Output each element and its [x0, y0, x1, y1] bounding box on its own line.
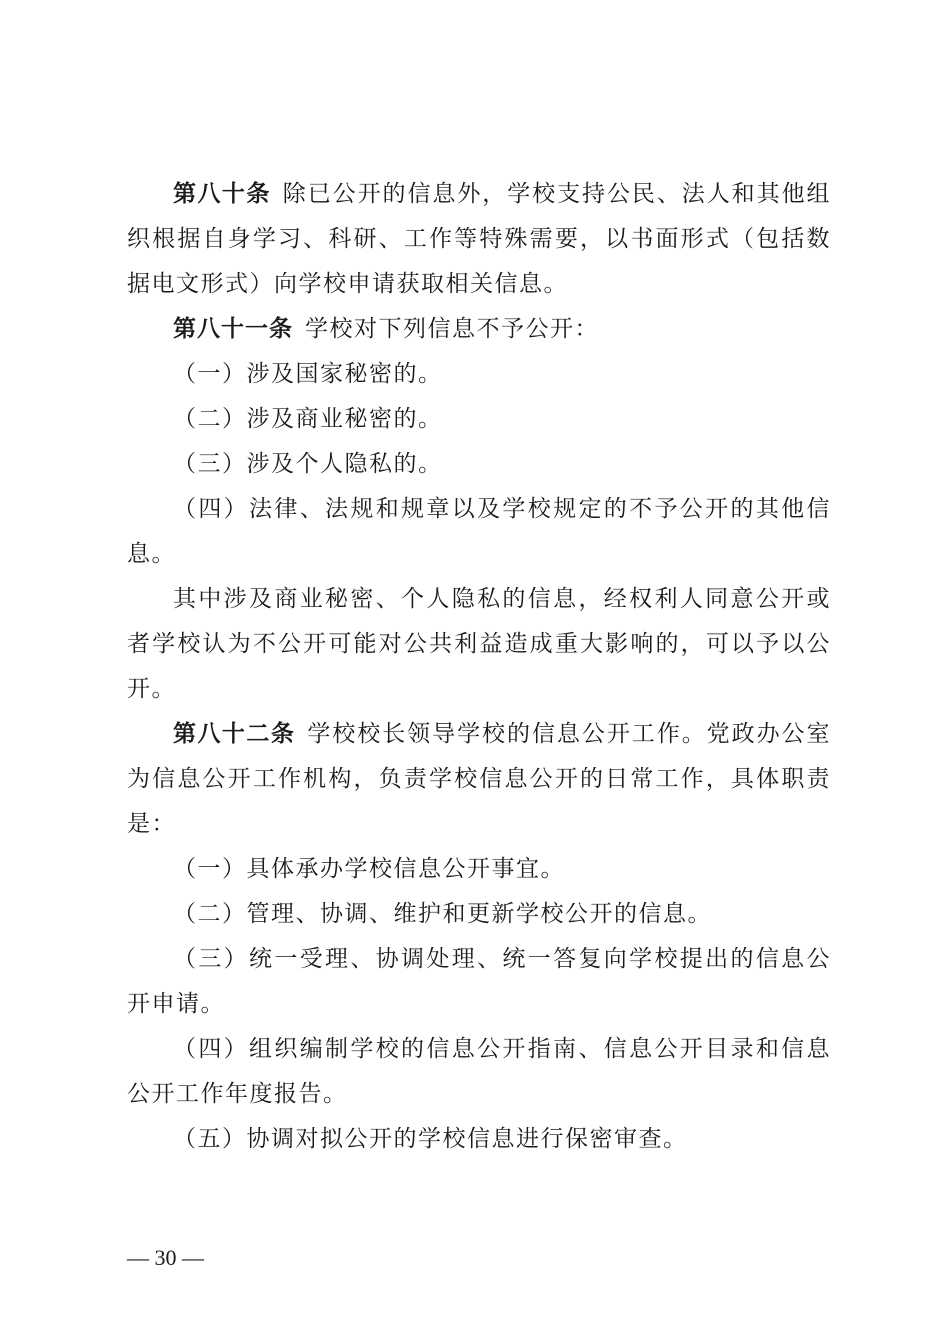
article-81-text: 学校对下列信息不予公开： [305, 316, 599, 342]
page-number: — 30 — [127, 1245, 204, 1270]
article-82-item: （五）协调对拟公开的学校信息进行保密审查。 [173, 1126, 688, 1152]
article-81-heading: 第八十一条 [173, 316, 293, 342]
article-81-item: （二）涉及商业秘密的。 [173, 406, 443, 432]
article-81-item: （一）涉及国家秘密的。 [173, 361, 443, 387]
article-81-item: （三）涉及个人隐私的。 [173, 451, 443, 477]
article-81-item: （四）法律、法规和规章以及学校规定的不予公开的其他信息。 [127, 496, 831, 567]
article-82-item: （一）具体承办学校信息公开事宜。 [173, 856, 565, 882]
article-81 [127, 307, 831, 352]
article-82 [127, 712, 831, 847]
article-82-item: （三）统一受理、协调处理、统一答复向学校提出的信息公开申请。 [127, 946, 831, 1017]
article-82-text: 学校校长领导学校的信息公开工作。党政办公室为信息公开工作机构，负责学校信息公开的日常工作，具体职责是： [127, 721, 832, 837]
document-body [127, 172, 831, 1162]
article-82-heading: 第八十二条 [173, 721, 296, 747]
article-80-text: 除已公开的信息外，学校支持公民、法人和其他组织根据自身学习、科研、工作等特殊需要，以书面形式（包括数据电文形式）向学校申请获取相关信息。 [127, 181, 832, 297]
article-80 [127, 172, 831, 307]
article-82-item: （二）管理、协调、维护和更新学校公开的信息。 [173, 901, 712, 927]
article-82-item: （四）组织编制学校的信息公开指南、信息公开目录和信息公开工作年度报告。 [127, 1036, 831, 1107]
article-81-note: 其中涉及商业秘密、个人隐私的信息，经权利人同意公开或者学校认为不公开可能对公共利益造成重大影响的，可以予以公开。 [127, 586, 831, 702]
article-80-heading: 第八十条 [173, 181, 271, 207]
